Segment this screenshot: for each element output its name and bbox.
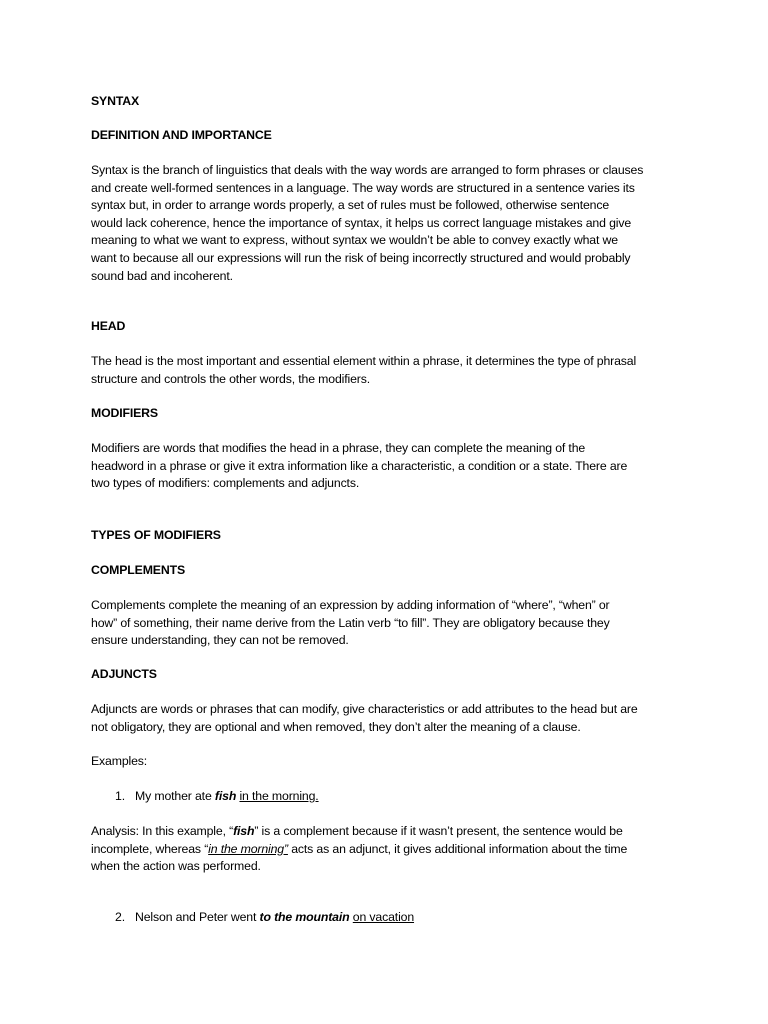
analysis-adjunct: in the morning” (208, 841, 288, 856)
example-complement: fish (214, 789, 237, 803)
examples-label: Examples: (91, 754, 148, 768)
adjuncts-heading: ADJUNCTS (91, 667, 157, 681)
paragraph-line: two types of modifiers: complements and adjuncts. (91, 476, 360, 491)
paragraph-line (91, 823, 691, 841)
list-number: 1. (115, 789, 125, 803)
paragraph-line: Modifiers are words that modifies the head in a phrase, they can complete the meaning of the (91, 441, 586, 455)
example-item-2 (115, 909, 675, 927)
analysis-text: ” is a complement because if it wasn’t present, the sentence would be (254, 824, 623, 838)
paragraph-line: and create well-formed sentences in a language. The way words are structured in a sentence varies its (91, 180, 635, 195)
list-number: 2. (115, 910, 125, 924)
example-text: Nelson and Peter went (135, 910, 260, 924)
complements-heading: COMPLEMENTS (91, 563, 185, 577)
head-paragraph (91, 353, 691, 388)
example-adjunct: on vacation (352, 910, 415, 924)
analysis-paragraph (91, 823, 691, 876)
paragraph-line: structure and controls the other words, the modifiers. (91, 371, 370, 386)
paragraph-line: Adjuncts are words or phrases that can modify, give characteristics or add attributes to the head but are (91, 702, 638, 716)
types-of-modifiers-heading: TYPES OF MODIFIERS (91, 528, 221, 542)
paragraph-line: Complements complete the meaning of an expression by adding information of “where”, “when” or (91, 598, 610, 612)
paragraph-line: Syntax is the branch of linguistics that deals with the way words are arranged to form phrases or clauses (91, 163, 644, 177)
paragraph-line: how” of something, their name derive from the Latin verb “to fill”. They are obligatory because they (91, 615, 610, 630)
paragraph-line: sound bad and incoherent. (91, 268, 233, 283)
analysis-text: Analysis: In this example, “ (91, 824, 234, 838)
analysis-complement: fish (233, 824, 255, 838)
paragraph-line: syntax but, in order to arrange words properly, a set of rules must be followed, otherwise sentence (91, 198, 610, 213)
paragraph-line (91, 841, 691, 859)
paragraph-line: The head is the most important and essential element within a phrase, it determines the type of phrasal (91, 354, 637, 368)
modifiers-heading: MODIFIERS (91, 406, 158, 420)
paragraph-line: would lack coherence, hence the importance of syntax, it helps us correct language mistakes and give (91, 215, 632, 230)
paragraph-line: meaning to what we want to express, without syntax we wouldn’t be able to convey exactly what we (91, 233, 618, 248)
example-text: My mother ate (135, 789, 215, 803)
definition-heading: DEFINITION AND IMPORTANCE (91, 128, 272, 142)
head-heading: HEAD (91, 319, 126, 333)
paragraph-line: headword in a phrase or give it extra information like a characteristic, a condition or a state. There are (91, 458, 628, 473)
paragraph-line: want to because all our expressions will run the risk of being incorrectly structured and would probably (91, 250, 631, 265)
analysis-text: incomplete, whereas “ (91, 841, 209, 856)
definition-paragraph (91, 162, 691, 285)
adjuncts-paragraph (91, 701, 691, 736)
modifiers-paragraph (91, 440, 691, 493)
paragraph-line: when the action was performed. (91, 859, 261, 874)
paragraph-line: ensure understanding, they can not be removed. (91, 633, 349, 648)
analysis-text: acts as an adjunct, it gives additional information about the time (287, 841, 628, 856)
example-complement: to the mountain (259, 910, 350, 924)
example-adjunct: in the morning. (239, 789, 319, 803)
complements-paragraph (91, 597, 691, 650)
paragraph-line: not obligatory, they are optional and when removed, they don’t alter the meaning of a clause. (91, 719, 581, 734)
document-title: SYNTAX (91, 94, 140, 108)
example-item-1 (115, 788, 675, 806)
